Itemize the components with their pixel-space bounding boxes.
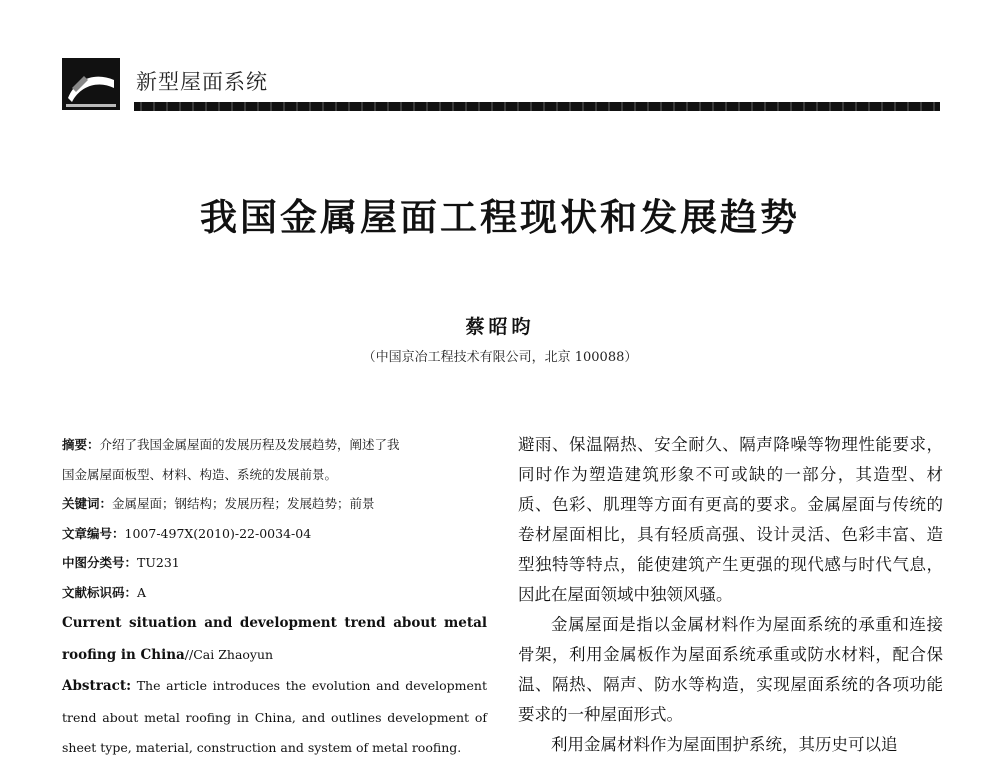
section-header [62,52,940,118]
clc-line [62,548,487,578]
metadata-column [62,430,487,763]
english-title-block [62,607,487,670]
section-title: 新型屋面系统 [136,70,268,94]
abstract-label: 摘要： [62,437,100,452]
clc-value: TU231 [137,555,180,570]
body-column [518,430,943,760]
body-paragraph-2: 金属屋面是指以金属材料作为屋面系统的承重和连接骨架，利用金属板作为屋面系统承重或防水材料，配合保温、隔热、隔声、防水等构造，实现屋面系统的各项功能要求的一种屋面形式。 [518,615,943,724]
document-code-value: A [137,584,147,600]
article-number-label: 文章编号： [62,525,125,541]
body-paragraph-1: 避雨、保温隔热、安全耐久、隔声降噪等物理性能要求，同时作为塑造建筑形象不可或缺的一部分，其造型、材质、色彩、肌理等方面有更高的要求。金属屋面与传统的卷材屋面相比，具有轻质高强、设计灵活、色彩丰富、造型独特等特点，能使建筑产生更强的现代感与时代气息，因此在屋面领域中独领风骚。 [518,435,943,604]
keywords-line [62,489,487,519]
author-name: 蔡昭昀 [465,316,535,338]
abstract-text-2: 国金属屋面板型、材料、构造、系统的发展前景。 [62,466,338,482]
keywords-label: 关键词： [62,496,113,511]
english-abstract-block [62,670,487,763]
roof-logo-icon [62,58,120,110]
document-code-line [62,578,487,608]
english-abstract-label: Abstract: [62,678,132,694]
keywords-value: 金属屋面；钢结构；发展历程；发展趋势；前景 [112,496,375,511]
english-author: //Cai Zhaoyun [184,646,274,662]
header-rule [134,102,940,111]
english-abstract-text: The article introduces the evolution and development trend about metal roofing in China, and outlines development of sheet type, material, construction and system of metal roofing. [62,678,487,755]
body-paragraph-3: 利用金属材料作为屋面围护系统，其历史可以追 [551,735,898,754]
abstract-line-2 [62,460,487,490]
abstract-text-1: 介绍了我国金属屋面的发展历程及发展趋势，阐述了我 [99,437,400,452]
clc-label: 中图分类号： [62,555,138,570]
english-title: Current situation and development trend about metal roofing in China [62,615,487,663]
article-number-line [62,519,487,549]
article-title: 我国金属屋面工程现状和发展趋势 [200,196,800,239]
article-number-value: 1007-497X(2010)-22-0034-04 [124,525,312,541]
author-affiliation: （中国京冶工程技术有限公司，北京 100088） [362,350,638,365]
abstract-line-1 [62,430,487,460]
document-code-label: 文献标识码： [62,584,138,600]
